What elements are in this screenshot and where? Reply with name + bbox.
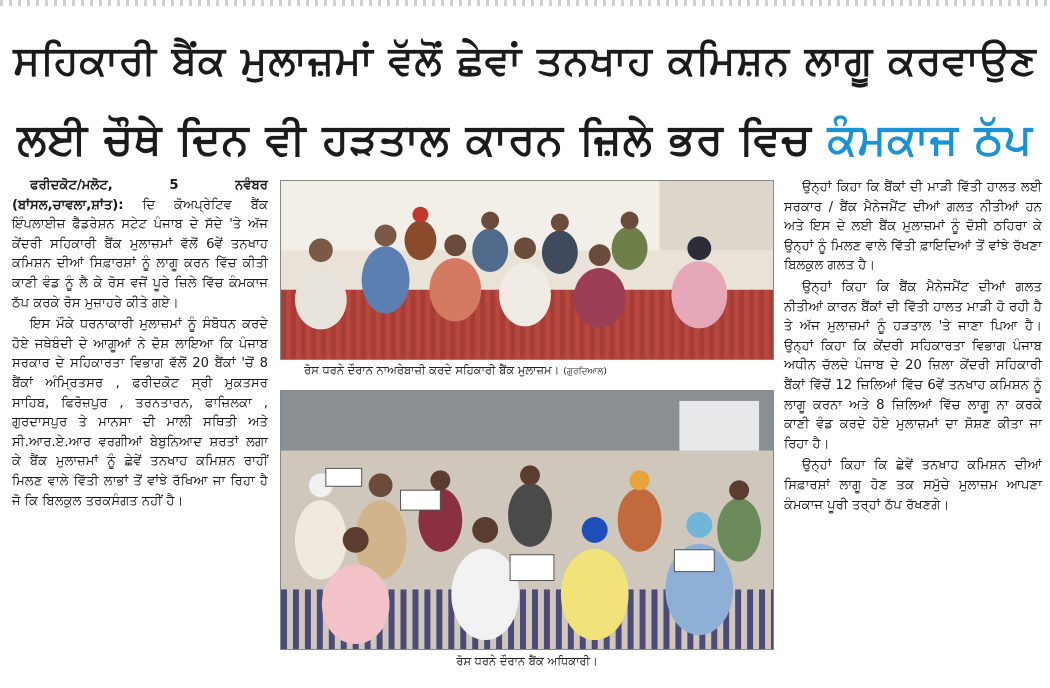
article-left-column [12,176,268,511]
article-paragraph-2: ਇਸ ਮੌਕੇ ਧਰਨਾਕਾਰੀ ਮੁਲਾਜ਼ਮਾਂ ਨੂੰ ਸੰਬੋਧਨ ਕਰਦੇ ਹੋਏ ਜਥੇਬੰਦੀ ਦੇ ਆਗੂਆਂ ਨੇ ਦੋਸ਼ ਲਾਇਆ ਕਿ ਪੰਜਾਬ ਸਰਕਾਰ ਦੇ ਸਹਿਕਾਰਤਾ ਵਿਭਾਗ ਵੱਲੋਂ 20 ਬੈਂਕਾਂ 'ਚੋਂ 8 ਬੈਂਕਾਂ ਅੰਮ੍ਰਿਤਸਰ , ਫਰੀਦਕੋਟ ਸ੍ਰੀ ਮੁਕਤਸਰ ਸਾਹਿਬ, ਫਿਰੋਜ਼ਪੁਰ , ਤਰਨਤਾਰਨ, ਫਾਜ਼ਿਲਕਾ , ਗੁਰਦਾਸਪੁਰ ਤੇ ਮਾਨਸਾ ਦੀ ਮਾਲੀ ਸਥਿਤੀ ਅਤੇ ਸੀ.ਆਰ.ਏ.ਆਰ ਵਰਗੀਆਂ ਬੇਬੁਨਿਆਦ ਸ਼ਰਤਾਂ ਲਗਾ ਕੇ ਬੈਂਕ ਮੁਲਾਜ਼ਮਾਂ ਨੂੰ ਛੇਵੇਂ ਤਨਖਾਹ ਕਮਿਸ਼ਨ ਰਾਹੀਂ ਮਿਲਣ ਵਾਲੇ ਵਿੱਤੀ ਲਾਭਾਂ ਤੋਂ ਵਾਂਝੇ ਰੱਖਿਆ ਜਾ ਰਿਹਾ ਹੈ ਜੋ ਕਿ ਬਿਲਕੁਲ ਤਰਕਸੰਗਤ ਨਹੀਂ ਹੈ। [12,317,268,509]
headline-line-2-main: ਲਈ ਚੌਥੇ ਦਿਨ ਵੀ ਹੜਤਾਲ ਕਾਰਨ ਜ਼ਿਲੇ ਭਰ ਵਿਚ [17,115,812,165]
photo-1-caption-text: ਰੋਸ ਧਰਨੇ ਦੌਰਾਨ ਨਾਅਰੇਬਾਜ਼ੀ ਕਰਦੇ ਸਹਿਕਾਰੀ ਬੈਂਕ ਮੁਲਾਜ਼ਮ। [304,363,560,377]
photo-2-caption: ਰੋਸ ਧਰਨੇ ਦੌਰਾਨ ਬੈਂਕ ਅਧਿਕਾਰੀ। [456,654,598,668]
article-paragraph-5: ਉਨ੍ਹਾਂ ਕਿਹਾ ਕਿ ਛੇਵੇਂ ਤਨਖਾਹ ਕਮਿਸ਼ਨ ਦੀਆਂ ਸਿਫ਼ਾਰਸ਼ਾਂ ਲਾਗੂ ਹੋਣ ਤਕ ਸਮੁੱਚੇ ਮੁਲਾਜ਼ਮ ਆਪਣਾ ਕੰਮਕਾਜ ਪੂਰੀ ਤਰ੍ਹਾਂ ਠੱਪ ਰੱਖਣਗੇ। [784,458,1042,513]
photo-1-caption [280,363,798,378]
headline-line-2 [10,104,1040,176]
article-paragraph-1 [12,176,268,313]
headline-accent: ਕੰਮਕਾਜ ਠੱਪ [827,115,1033,165]
article-paragraph-4: ਉਨ੍ਹਾਂ ਕਿਹਾ ਕਿ ਬੈਂਕ ਮੈਨੇਜਮੈਂਟ ਦੀਆਂ ਗਲਤ ਨੀਤੀਆਂ ਕਾਰਨ ਬੈਂਕਾਂ ਦੀ ਵਿੱਤੀ ਹਾਲਤ ਮਾੜੀ ਹੋ ਰਹੀ ਹੈ ਤੇ ਅੱਜ ਮੁਲਾਜ਼ਮਾਂ ਨੂੰ ਹੜਤਾਲ 'ਤੇ ਜਾਣਾ ਪਿਆ ਹੈ। ਉਨ੍ਹਾਂ ਕਿਹਾ ਕਿ ਕੇਂਦਰੀ ਸਹਿਕਾਰਤਾ ਵਿਭਾਗ ਪੰਜਾਬ ਅਧੀਨ ਚੱਲਦੇ ਪੰਜਾਬ ਦੇ 20 ਜ਼ਿਲਾ ਕੇਂਦਰੀ ਸਹਿਕਾਰੀ ਬੈਂਕਾਂ ਵਿੱਚੋਂ 12 ਜ਼ਿਲਿਆਂ ਵਿੱਚ 6ਵੇਂ ਤਨਖਾਹ ਕਮਿਸ਼ਨ ਨੂੰ ਲਾਗੂ ਕਰਨਾ ਅਤੇ 8 ਜ਼ਿਲਿਆਂ ਵਿੱਚ ਲਾਗੂ ਨਾ ਕਰਕੇ ਕਾਣੀ ਵੰਡ ਕਰਦੇ ਹੋਏ ਮੁਲਾਜ਼ਮਾਂ ਦਾ ਸ਼ੋਸ਼ਣ ਕੀਤਾ ਜਾ ਰਿਹਾ ਹੈ। [784,279,1042,452]
protest-photo-2 [280,390,774,650]
article-paragraph-1-text: ਦਿ ਕੋਅਪ੍ਰੇਟਿਵ ਬੈਂਕ ਇੰਪਲਾਈਜ਼ ਫੈੱਡਰੇਸ਼ਨ ਸਟੇਟ ਪੰਜਾਬ ਦੇ ਸੱਦੇ 'ਤੇ ਅੱਜ ਕੇਂਦਰੀ ਸਹਿਕਾਰੀ ਬੈਂਕ ਮੁਲਾਜ਼ਮਾਂ ਵੱਲੋਂ 6ਵੇਂ ਤਨਖਾਹ ਕਮਿਸ਼ਨ ਦੀਆਂ ਸਿਫ਼ਾਰਸ਼ਾਂ ਨੂੰ ਲਾਗੂ ਕਰਨ ਵਿੱਚ ਕੀਤੀ ਕਾਣੀ ਵੰਡ ਨੂੰ ਲੈ ਕੇ ਰੋਸ ਵਜੋਂ ਪੂਰੇ ਜ਼ਿਲੇ ਵਿੱਚ ਕੰਮਕਾਜ ਠੱਪ ਕਰਕੇ ਰੋਸ ਮੁਜ਼ਾਹਰੇ ਕੀਤੇ ਗਏ। [12,197,268,311]
article-right-column [784,178,1042,515]
headline-line-1: ਸਹਿਕਾਰੀ ਬੈਂਕ ਮੁਲਾਜ਼ਮਾਂ ਵੱਲੋਂ ਛੇਵਾਂ ਤਨਖਾਹ ਕਮਿਸ਼ਨ ਲਾਗੂ ਕਰਵਾਉਣ [13,38,1037,84]
protest-photo-1-image [281,181,773,359]
protest-photo-2-image [281,391,773,649]
article-paragraph-3: ਉਨ੍ਹਾਂ ਕਿਹਾ ਕਿ ਬੈਂਕਾਂ ਦੀ ਮਾੜੀ ਵਿੱਤੀ ਹਾਲਤ ਲਈ ਸਰਕਾਰ / ਬੈਂਕ ਮੈਨੇਜਮੈਂਟ ਦੀਆਂ ਗਲਤ ਨੀਤੀਆਂ ਹਨ ਅਤੇ ਇਸ ਦੇ ਲਈ ਬੈਂਕ ਮੁਲਾਜ਼ਮਾਂ ਨੂੰ ਦੋਸ਼ੀ ਠਹਿਰਾ ਕੇ ਉਨ੍ਹਾਂ ਨੂੰ ਮਿਲਣ ਵਾਲੇ ਵਿੱਤੀ ਫ਼ਾਇਦਿਆਂ ਤੋਂ ਵਾਂਝੇ ਰੱਖਣਾ ਬਿਲਕੁਲ ਗਲਤ ਹੈ। [784,180,1042,274]
photo-1-credit: (ਗੁਰਦਿਆਲ) [563,367,607,377]
protest-photo-1 [280,180,774,360]
dateline: ਫਰੀਦਕੋਟ/ਮਲੋਟ, 5 ਨਵੰਬਰ (ਬਾਂਸਲ,ਚਾਵਲਾ,ਸ਼ਾਂਤ): [12,178,268,213]
previous-page-edge [0,0,1050,6]
